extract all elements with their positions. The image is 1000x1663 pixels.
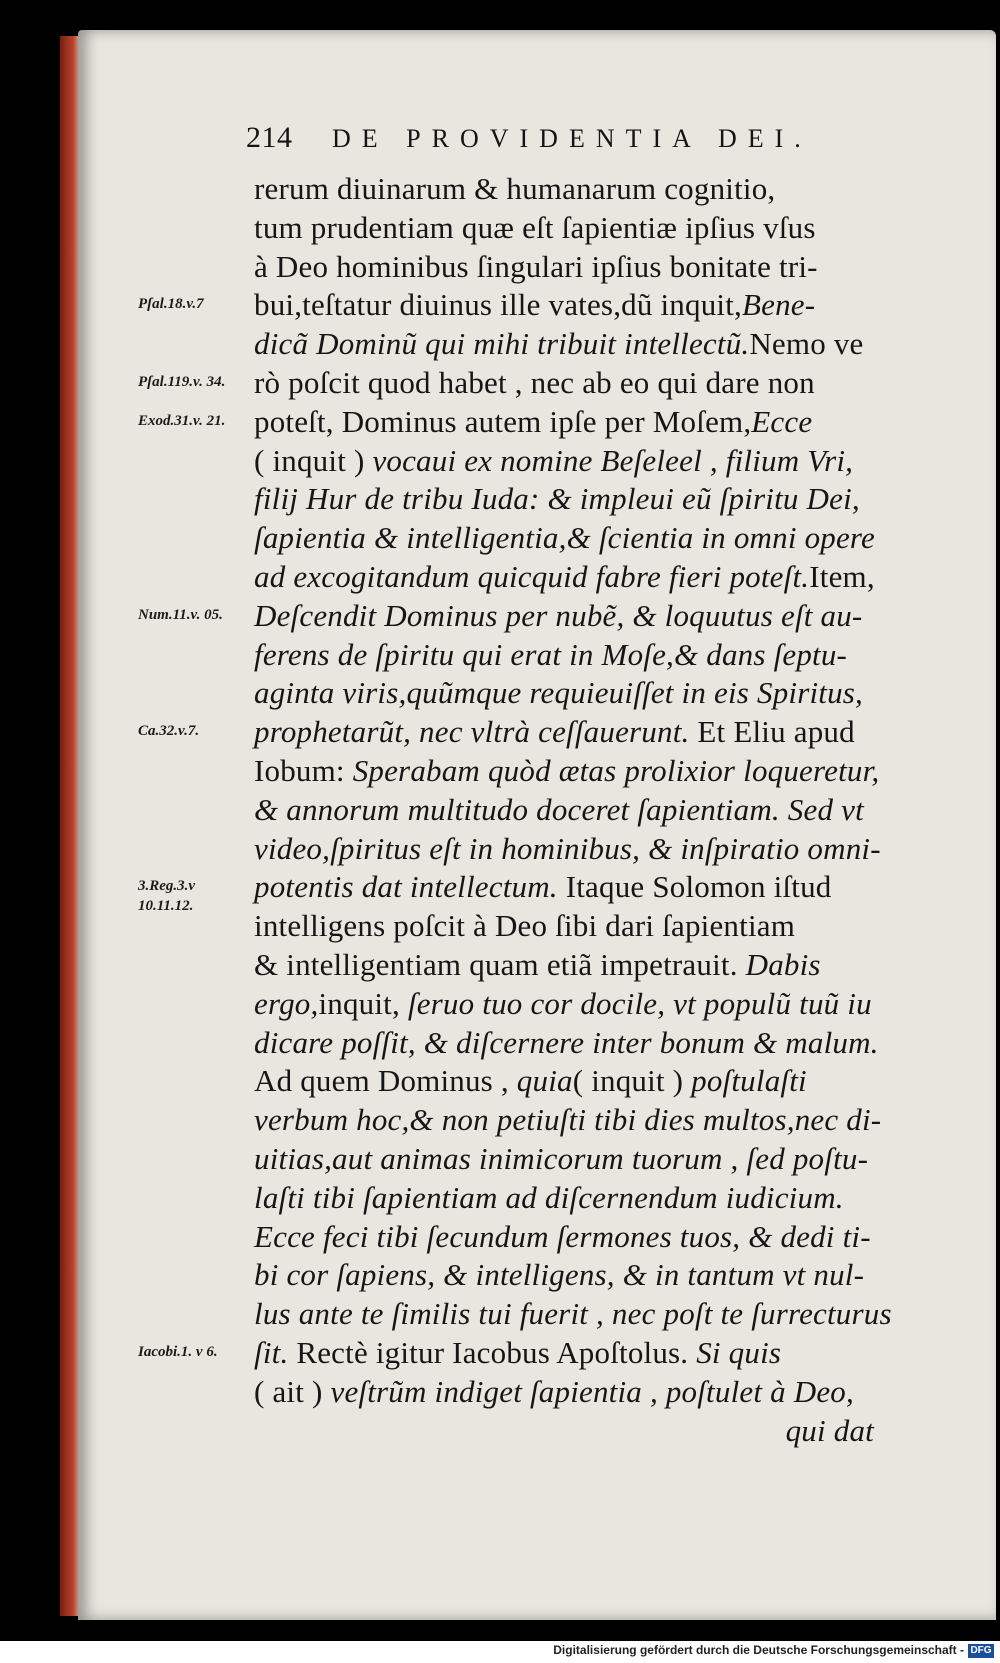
page-header — [246, 121, 886, 165]
roman-text: ( inquit ) — [572, 1063, 692, 1099]
margin-note: Num.11.v. 05. — [138, 606, 223, 623]
text-line — [254, 325, 934, 364]
text-line — [254, 907, 934, 946]
italic-text: aginta viris,quũmque requieuiſſet in eis Spiritus, — [254, 675, 864, 711]
text-line — [254, 558, 934, 597]
roman-text: à Deo hominibus ſingulari ipſius bonitate tri- — [254, 248, 818, 284]
margin-note: Ca.32.v.7. — [138, 723, 200, 740]
italic-text: ſapientia & intelligentia,& ſcientia in omni opere — [254, 520, 876, 556]
text-line — [254, 519, 934, 558]
text-line — [254, 791, 934, 830]
roman-text: Nemo ve — [749, 326, 864, 362]
text-line — [254, 830, 934, 869]
running-title: DE PROVIDENTIA DEI. — [332, 124, 812, 153]
italic-text: Deſcendit Dominus per nubẽ, & loquutus eſt au- — [254, 597, 863, 633]
roman-text: intelligens poſcit à Deo ſibi dari ſapientiam — [254, 908, 796, 944]
margin-note: 3.Reg.3.v 10.11.12. — [138, 878, 196, 915]
italic-text: prophetarũt, nec vltrà ceſſauerunt. — [254, 714, 698, 750]
italic-text: lus ante te ſimilis tui fuerit , nec poſt te ſurrecturus — [254, 1296, 892, 1332]
roman-text: Rectè igitur Iacobus Apoſtolus. — [296, 1334, 697, 1370]
text-line — [254, 1373, 934, 1412]
italic-text: vocaui ex nomine Beſeleel , filium Vri, — [372, 442, 854, 478]
text-line — [254, 480, 934, 519]
body-text — [254, 170, 934, 1450]
roman-text: Item, — [809, 558, 875, 594]
catchword-line — [254, 1412, 934, 1451]
text-line — [254, 170, 934, 209]
text-line — [254, 752, 934, 791]
italic-text: poſtulaſti — [691, 1063, 807, 1099]
text-line — [254, 868, 934, 907]
roman-text: poteſt, Dominus autem ipſe per Moſem, — [254, 403, 752, 439]
margin-note: Exod.31.v. 21. — [138, 412, 226, 429]
italic-text: Bene- — [741, 287, 816, 323]
text-line — [254, 1024, 934, 1063]
text-line — [254, 1062, 934, 1101]
italic-text: quia — [516, 1063, 573, 1099]
roman-text: ( ait ) — [254, 1373, 331, 1409]
roman-text: Iobum: — [254, 752, 353, 788]
italic-text: ferens de ſpiritu qui erat in Moſe,& dans ſeptu- — [254, 636, 848, 672]
text-line — [254, 674, 934, 713]
margin-note: Pſal.119.v. 34. — [138, 374, 226, 390]
text-line — [254, 1334, 934, 1373]
text-line — [254, 946, 934, 985]
page-number: 214 — [246, 121, 293, 154]
italic-text: dicare poſſit, & diſcernere inter bonum & malum. — [254, 1024, 879, 1060]
margin-note: Pſal.18.v.7 — [138, 296, 204, 313]
italic-text: Ecce — [751, 403, 813, 439]
italic-text: video,ſpiritus eſt in hominibus, & inſpiratio omni- — [254, 830, 881, 866]
text-line — [254, 597, 934, 636]
italic-text: laſti tibi ſapientiam ad diſcernendum iudicium. — [254, 1179, 844, 1215]
italic-text: ſit. — [254, 1334, 297, 1370]
roman-text: Ad quem Dominus , — [254, 1063, 517, 1099]
italic-text: Sperabam quòd ætas prolixior loqueretur, — [352, 752, 880, 788]
text-line — [254, 1295, 934, 1334]
margin-note: Iacobi.1. v 6. — [138, 1344, 218, 1360]
italic-text: verbum hoc,& non petiuſti tibi dies multos,nec di- — [254, 1102, 882, 1138]
italic-text: ergo, — [254, 985, 319, 1021]
italic-text: filij Hur de tribu Iuda: & impleui eũ ſpiritu Dei, — [254, 481, 860, 517]
italic-text: Dabis — [745, 946, 821, 982]
roman-text: bui,teſtatur diuinus ille vates,dũ inquit, — [254, 287, 742, 323]
roman-text: ( inquit ) — [254, 442, 373, 478]
roman-text: rò poſcit quod habet , nec ab eo qui dare non — [254, 364, 815, 400]
italic-text: ſeruo tuo cor docile, vt populũ tuũ iu — [407, 985, 872, 1021]
roman-text: & intelligentiam quam etiã impetrauit. — [254, 946, 746, 982]
text-line — [254, 1179, 934, 1218]
text-line — [254, 1140, 934, 1179]
text-line — [254, 1101, 934, 1140]
text-line — [254, 985, 934, 1024]
italic-text: dicã Dominũ qui mihi tribuit intellectũ. — [254, 326, 750, 362]
italic-text: & annorum multitudo doceret ſapientiam. Sed vt — [254, 791, 864, 827]
roman-text: Itaque Solomon iſtud — [565, 869, 832, 905]
roman-text: tum prudentiam quæ eſt ſapientiæ ipſius vſus — [254, 209, 816, 245]
italic-text: uitias,aut animas inimicorum tuorum , ſed poſtu- — [254, 1140, 869, 1176]
catchword: qui dat — [785, 1412, 874, 1448]
dfg-logo: DFG — [968, 1644, 994, 1658]
text-line — [254, 1218, 934, 1257]
footer-credit: Digitalisierung gefördert durch die Deutsche Forschungsgemeinschaft - — [553, 1643, 964, 1657]
text-line — [254, 713, 934, 752]
text-line — [254, 442, 934, 481]
text-line — [254, 286, 934, 325]
text-line — [254, 1256, 934, 1295]
roman-text: Et Eliu apud — [697, 714, 855, 750]
text-line — [254, 364, 934, 403]
roman-text: rerum diuinarum & humanarum cognitio, — [254, 171, 776, 206]
text-line — [254, 248, 934, 287]
text-line — [254, 636, 934, 675]
italic-text: Si quis — [696, 1334, 782, 1370]
italic-text: veſtrũm indiget ſapientia , poſtulet à Deo, — [330, 1373, 854, 1409]
italic-text: ad excogitandum quicquid fabre fieri poteſt. — [254, 558, 810, 594]
roman-text: inquit, — [318, 985, 408, 1021]
italic-text: potentis dat intellectum. — [254, 869, 566, 905]
text-line — [254, 403, 934, 442]
text-line — [254, 209, 934, 248]
italic-text: bi cor ſapiens, & intelligens, & in tantum vt nul- — [254, 1257, 865, 1293]
italic-text: Ecce feci tibi ſecundum ſermones tuos, & dedi ti- — [254, 1218, 871, 1254]
